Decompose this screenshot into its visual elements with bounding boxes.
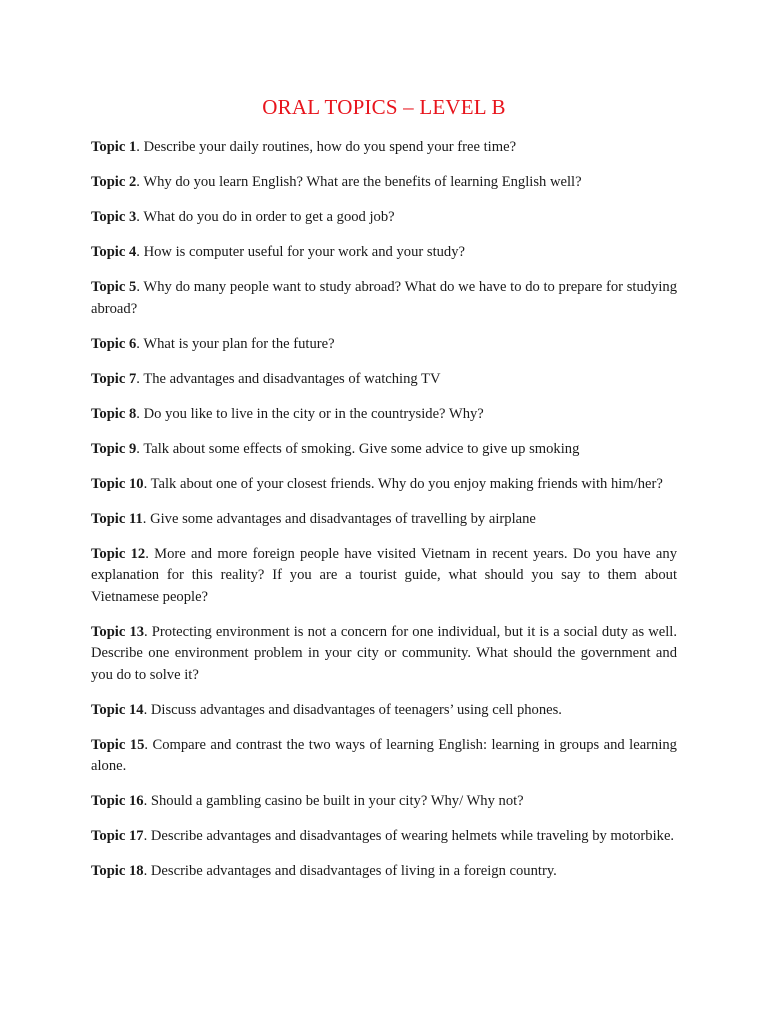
topic-text: . What is your plan for the future? [136, 335, 335, 352]
topic-item-18 [91, 861, 677, 883]
topic-item-14 [91, 700, 677, 722]
topic-label: Topic 12 [91, 545, 146, 562]
topic-text: . Why do many people want to study abroad? What do we have to do to prepare for studying abroad? [91, 279, 677, 317]
topic-text: . Why do you learn English? What are the benefits of learning English well? [136, 174, 582, 190]
topic-item-12 [91, 544, 677, 609]
topic-text: . Compare and contrast the two ways of learning English: learning in groups and learning alone. [91, 736, 677, 774]
topic-text: . Talk about one of your closest friends. Why do you enjoy making friends with him/her? [143, 475, 663, 492]
topic-text: . Describe advantages and disadvantages of wearing helmets while traveling by motorbike. [143, 828, 675, 844]
topic-item-9 [91, 439, 677, 461]
topic-text: . Describe your daily routines, how do you spend your free time? [136, 139, 517, 155]
topic-item-3 [91, 207, 677, 229]
topic-label: Topic 13 [91, 623, 145, 640]
topic-item-7 [91, 369, 677, 391]
topic-label: Topic 2 [91, 174, 137, 190]
topic-label: Topic 14 [91, 701, 144, 718]
topic-text: . How is computer useful for your work and your study? [136, 244, 465, 260]
topic-item-2 [91, 172, 677, 194]
topic-item-15 [91, 735, 677, 778]
topic-label: Topic 8 [91, 405, 137, 422]
topic-item-10 [91, 474, 677, 496]
topic-text: . Do you like to live in the city or in the countryside? Why? [136, 405, 484, 422]
topic-text: . Should a gambling casino be built in your city? Why/ Why not? [143, 793, 524, 809]
topic-text: . What do you do in order to get a good job? [136, 209, 395, 225]
topic-item-17 [91, 826, 677, 848]
topic-label: Topic 16 [91, 793, 144, 809]
topic-text: . Describe advantages and disadvantages of living in a foreign country. [143, 863, 557, 879]
topic-label: Topic 3 [91, 209, 137, 225]
topic-label: Topic 5 [91, 279, 137, 295]
topic-label: Topic 15 [91, 736, 145, 753]
topic-label: Topic 9 [91, 440, 137, 457]
topic-text: . More and more foreign people have visited Vietnam in recent years. Do you have any explanation for this reality? If you are a tourist guide, what should you say to them about Vietnamese people? [91, 545, 677, 605]
topic-label: Topic 4 [91, 244, 137, 260]
topic-text: . Talk about some effects of smoking. Give some advice to give up smoking [136, 440, 580, 457]
topic-list [91, 137, 677, 896]
topic-label: Topic 18 [91, 863, 144, 879]
topic-label: Topic 1 [91, 139, 137, 155]
topic-text: . Discuss advantages and disadvantages of teenagers’ using cell phones. [143, 701, 562, 718]
topic-item-11 [91, 509, 677, 531]
topic-item-4 [91, 242, 677, 264]
topic-item-8 [91, 404, 677, 426]
page-title: ORAL TOPICS – LEVEL B [262, 95, 506, 119]
topic-item-5 [91, 277, 677, 320]
topic-label: Topic 10 [91, 475, 144, 492]
topic-text: . Give some advantages and disadvantages of travelling by airplane [142, 510, 536, 527]
topic-label: Topic 11 [91, 510, 143, 527]
topic-item-6 [91, 334, 677, 356]
topic-label: Topic 17 [91, 828, 144, 844]
topic-label: Topic 6 [91, 335, 137, 352]
topic-text: . The advantages and disadvantages of watching TV [136, 370, 441, 387]
topic-item-13 [91, 622, 677, 687]
topic-text: . Protecting environment is not a concern for one individual, but it is a social duty as well. Describe one environment problem in your city or community. What should the government and you do to solve it? [91, 623, 677, 683]
topic-item-1 [91, 137, 677, 159]
topic-label: Topic 7 [91, 370, 137, 387]
topic-item-16 [91, 791, 677, 813]
